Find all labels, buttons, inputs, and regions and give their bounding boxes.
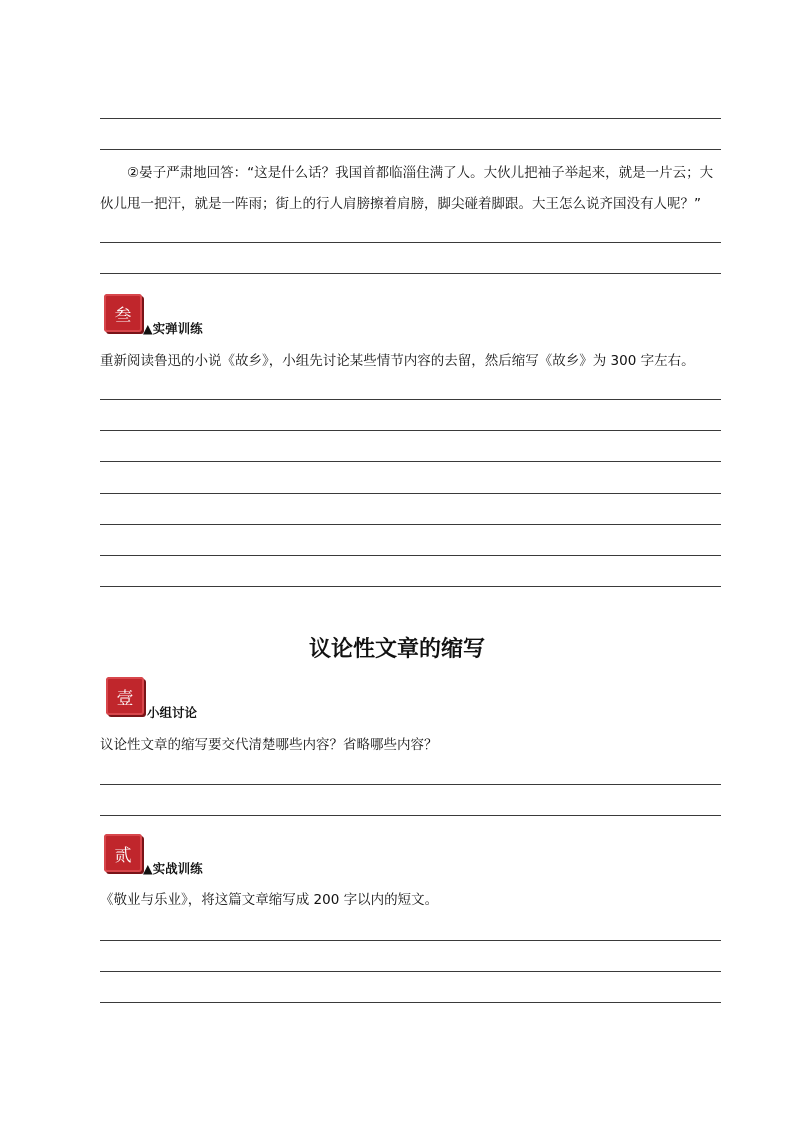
answer-line [100, 815, 721, 816]
answer-line [100, 1002, 721, 1003]
section-label-practice: ▲实弹训练 [143, 321, 203, 336]
answer-line [100, 586, 721, 587]
question-2-text: ②晏子严肃地回答：“这是什么话？我国首都临淄住满了人。大伙儿把袖子举起来，就是一片云；大伙儿甩一把汗，就是一阵雨；街上的行人肩膀擦着肩膀，脚尖碰着脚跟。大王怎么说齐国没有人呢？” [100, 165, 714, 212]
answer-line [100, 940, 721, 941]
discussion-prompt: 议论性文章的缩写要交代清楚哪些内容？省略哪些内容？ [100, 737, 438, 753]
answer-line [100, 273, 721, 274]
answer-line [100, 971, 721, 972]
section-badge-san: 叁 [104, 294, 142, 332]
answer-line [100, 118, 721, 119]
part-title: 议论性文章的缩写 [308, 636, 485, 662]
answer-line [100, 242, 721, 243]
answer-line [100, 493, 721, 494]
section-badge-er: 贰 [104, 834, 142, 872]
practice-prompt-jingye: 《敬业与乐业》，将这篇文章缩写成 200 字以内的短文。 [100, 892, 439, 908]
answer-line [100, 555, 721, 556]
answer-line [100, 149, 721, 150]
answer-line [100, 784, 721, 785]
section-label-discussion: 小组讨论 [147, 705, 198, 720]
answer-line [100, 461, 721, 462]
answer-line [100, 399, 721, 400]
practice-prompt-guxiang: 重新阅读鲁迅的小说《故乡》，小组先讨论某些情节内容的去留，然后缩写《故乡》为 300 字左右。 [100, 353, 695, 369]
answer-line [100, 430, 721, 431]
section-badge-yi: 壹 [106, 677, 144, 715]
section-label-combat-practice: ▲实战训练 [143, 861, 203, 876]
answer-line [100, 524, 721, 525]
